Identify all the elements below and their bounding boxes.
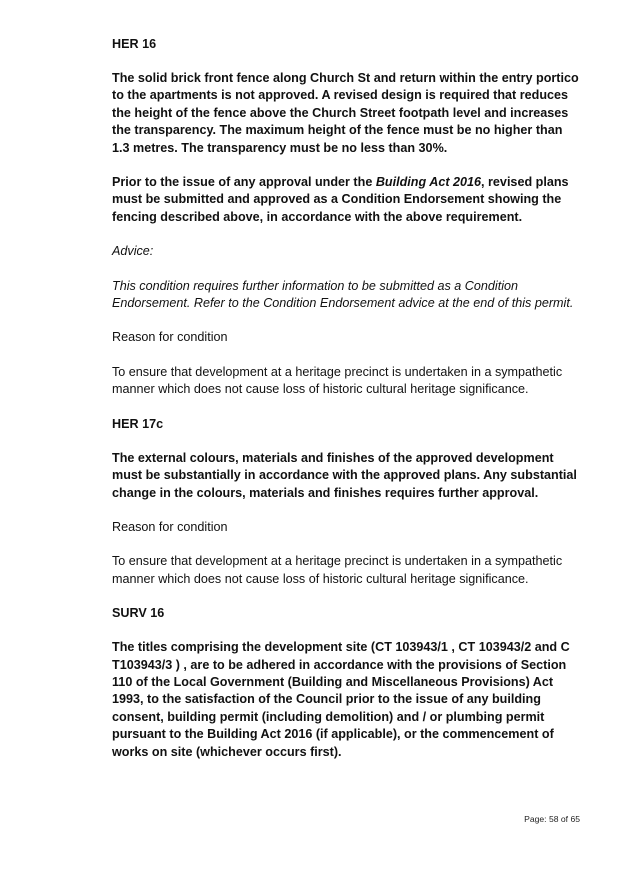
document-page [112,36,582,778]
page-number: Page: 58 of 65 [524,814,580,824]
condition-her16 [112,36,582,399]
approval-text-start: Prior to the issue of any approval under the [112,175,376,190]
approval-text-end: , revised plans must be submitted and approved as a Condition Endorsement showing the fencing described above, in accordance with the above requirement. [112,175,569,224]
reason-text: To ensure that development at a heritage precinct is undertaken in a sympathetic manner which does not cause loss of historic cultural heritage significance. [112,554,563,586]
condition-heading: HER 17c [112,416,164,431]
act-name: Building Act 2016 [375,175,482,190]
reason-label: Reason for condition [112,519,228,534]
condition-heading: SURV 16 [112,606,165,621]
condition-her17c [112,416,582,588]
condition-text: The solid brick front fence along Church St and return within the entry portico to the apartments is not approved. A revised design is required that reduces the height of the fence above the Church Street footpath level and increases the transparency. The maximum height of the fence must be no higher than 1.3 metres. The transparency must be no less than 30%. [112,71,579,155]
advice-label: Advice: [112,244,154,259]
condition-heading: HER 16 [112,37,157,51]
condition-approval-text [112,174,582,226]
condition-surv16 [112,605,582,761]
condition-text: The titles comprising the development site (CT 103943/1 , CT 103943/2 and C T103943/3 ) , are to be adhered in accordance with the provisions of Section 110 of the Local Government (Building and Miscellaneous Provisions) Act 1993, to the satisfaction of the Council prior to the issue of any building consent, building permit (including demolition) and / or plumbing permit pursuant to the Building Act 2016 (if applicable), or the commencement of works on site (whichever occurs first). [112,640,570,759]
reason-text: To ensure that development at a heritage precinct is undertaken in a sympathetic manner which does not cause loss of historic cultural heritage significance. [112,364,563,397]
advice-text: This condition requires further information to be submitted as a Condition Endorsement. Refer to the Condition Endorsement advice at the end of this permit. [112,278,574,311]
condition-text: The external colours, materials and finishes of the approved development must be substantially in accordance with the approved plans. Any substantial change in the colours, materials and finishes requires further approval. [112,450,577,500]
reason-label: Reason for condition [112,330,228,345]
